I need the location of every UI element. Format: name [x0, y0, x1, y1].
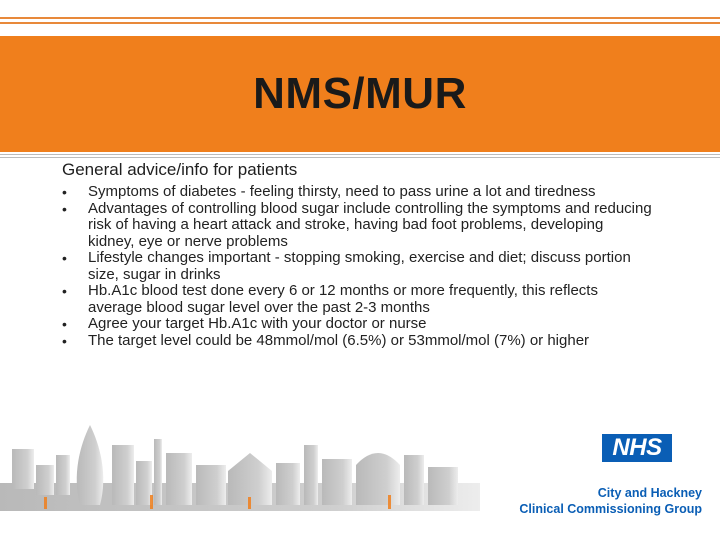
- bullet-text: Advantages of controlling blood sugar include controlling the symptoms and reducing risk of having a heart attack and stroke, having bad foot problems, developing kidney, eye or nerve problems: [88, 199, 652, 250]
- bullet-item: [62, 201, 652, 251]
- bullet-text: Agree your target Hb.A1c with your doctor or nurse: [88, 315, 427, 332]
- top-rule-2: [0, 22, 720, 24]
- bullet-text: The target level could be 48mmol/mol (6.5%) or 53mmol/mol (7%) or higher: [88, 331, 590, 349]
- bullet-dot: •: [62, 332, 67, 349]
- bullet-item: [62, 333, 652, 350]
- bullet-dot: •: [62, 283, 67, 299]
- slide-subtitle: General advice/info for patients: [62, 160, 298, 179]
- city-skyline-illustration: [0, 405, 480, 515]
- bullet-text: Hb.A1c blood test done every 6 or 12 months or more frequently, this reflects average blood sugar level over the past 2-3 months: [88, 282, 598, 316]
- bullet-item: [62, 316, 652, 333]
- organisation-name: [519, 485, 702, 517]
- bullet-item: [62, 283, 652, 316]
- bullet-dot: •: [62, 316, 67, 332]
- bullet-text: Symptoms of diabetes - feeling thirsty, need to pass urine a lot and tiredness: [88, 183, 596, 200]
- bullet-dot: •: [62, 250, 67, 266]
- bullet-text: Lifestyle changes important - stopping smoking, exercise and diet; discuss portion size, sugar in drinks: [88, 249, 631, 283]
- bullet-item: [62, 184, 652, 201]
- nhs-logo-text: NHS: [612, 434, 662, 461]
- slide-title: NMS/MUR: [253, 69, 467, 118]
- banner-underline-1: [0, 154, 720, 155]
- nhs-logo: [602, 434, 672, 462]
- banner-underline-2: [0, 157, 720, 158]
- bullet-dot: •: [62, 184, 67, 200]
- top-rule-1: [0, 17, 720, 19]
- bullet-item: [62, 250, 652, 283]
- bullet-list: [62, 184, 652, 349]
- bullet-dot: •: [62, 200, 67, 217]
- org-name-line2: Clinical Commissioning Group: [519, 502, 702, 516]
- title-banner: [0, 36, 720, 152]
- org-name-line1: City and Hackney: [597, 486, 702, 500]
